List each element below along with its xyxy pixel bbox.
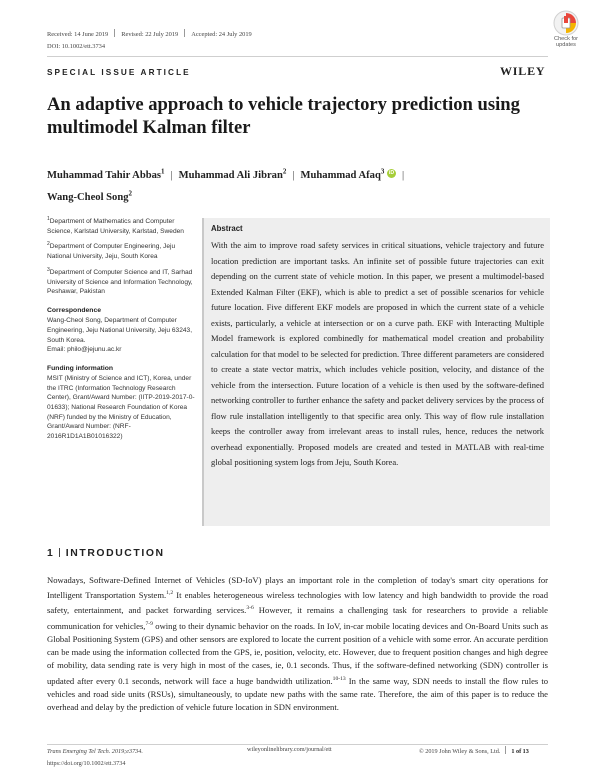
article-dates xyxy=(47,29,252,38)
check-for-updates-badge[interactable] xyxy=(544,10,588,52)
section-title: INTRODUCTION xyxy=(65,548,165,559)
page-number: 1 of 13 xyxy=(511,748,529,755)
citation-link[interactable]: 1,2 xyxy=(166,590,174,597)
journal-citation: Trans Emerging Tel Tech. 2019;e3734. xyxy=(47,748,143,755)
divider: | xyxy=(402,169,405,181)
author-name[interactable]: Muhammad Tahir Abbas$^1$ xyxy=(47,167,165,181)
divider: | xyxy=(292,169,295,181)
correspondence-email[interactable]: Email: philo@jejunu.ac.kr xyxy=(47,346,122,354)
footer-citation xyxy=(47,746,143,770)
affiliation-item: $^1$Department of Mathematics and Computer Science, Karlstad University, Karlstad, Sweden xyxy=(47,216,184,235)
journal-site-link[interactable]: wileyonlinelibrary.com/journal/ett xyxy=(247,746,332,753)
section-number: 1 xyxy=(47,548,53,559)
footer-rule xyxy=(47,744,548,745)
divider: | xyxy=(170,169,173,181)
author-name[interactable]: Wang-Cheol Song$^2$ xyxy=(47,189,133,204)
correspondence-text: Wang-Cheol Song, Department of Computer Engineering, Jeju National University, Jeju 63243, South Korea. xyxy=(47,317,193,344)
copyright: © 2019 John Wiley & Sons, Ltd. xyxy=(419,748,501,755)
received-date: Received: 14 June 2019 xyxy=(47,31,109,38)
funding-heading: Funding information xyxy=(47,364,114,372)
check-updates-line2: updates xyxy=(556,42,576,48)
article-type-label: SPECIAL ISSUE ARTICLE xyxy=(47,68,191,77)
doi-link[interactable]: https://doi.org/10.1002/ett.3734 xyxy=(47,760,126,767)
abstract-text: With the aim to improve road safety services in critical situations, vehicle trajectory and future location prediction are important tasks. An infinite set of possible future trajectories can exit depending on the current state of vehicle motion. In this paper, we present a multimodel-based Extended Kalman Filter (EKF), which is able to predict a set of possible scenarios for vehicle future location. Five different EKF models are proposed in which the current state of a vehicle exists, particularly, a vehicle at intersection or on a curve path. EKF with Interacting Multiple Model framework is explored combinedly for mathematical model creation and probability calculation for that model to be selected for prediction. Three different parameters are considered to create a state vector matrix, which includes vehicle position, velocity, and distance of the vehicle from the intersection. Future location of a vehicle is then used by the software-defined networking controller to further enhance the safety and packet delivery services by the process of flow rule installation intelligently to that specific area only. This way of flow rule installation keeps the controller away from irrelevant areas to install rules, hence, reduces the network overhead exponentially. Proposed models are created and tested in MATLAB with real-time global positioning system logs from Jeju, South Korea. xyxy=(211,240,544,467)
divider xyxy=(505,746,506,754)
divider xyxy=(59,548,60,557)
publisher-logo: WILEY xyxy=(500,64,546,78)
paper-title: An adaptive approach to vehicle trajectory prediction using multimodel Kalman filter xyxy=(47,94,520,138)
author-name[interactable]: Muhammad Ali Jibran$^2$ xyxy=(178,167,287,181)
intro-paragraph: Nowadays, Software-Defined Internet of Vehicles (SD-IoV) plays an important role in the completion of today's smart city operations for Intelligent Transportation System.$^{1,2}$ It enables heterogeneous wireless technologies with low latency and high bandwidth to provide the road safety, entertainment, and packet forwarding services.$^{3-6}$ However, it remains a challenging task for researchers to provide a reliable communication for vehicles,$^{7-9}$ owing to their dynamic behavior on the roads. In IoV, in-car mobile locating devices and On-Board Units such as Global Positioning System (GPS) and other sensors are explored to locate the current position of a vehicle with some error. An accurate perdition can be made using the information collected from the GPS, ie, position, velocity, etc. However, due to frequent position changes and high degree of mobility, data sending rate is very high in most of the cases, ie, 0.1 seconds. Thus, if the software-defined networking (SDN) controller is updated after every 0.1 seconds, network will face a huge bandwidth utilization.$^{10-13}$ In the same way, SDN needs to install the flow rules to vehicles and road side units (RSUs), simultaneously, to update new paths with the same rate. Therefore, the aim of this paper is to reduce the overhead and delay by the prediction of vehicle future location in SDN environment. xyxy=(47,575,549,713)
affiliation-item: $^2$Department of Computer Engineering, Jeju National University, Jeju, South Korea xyxy=(47,241,176,261)
citation-link[interactable]: 7-9 xyxy=(145,620,153,627)
correspondence-heading: Correspondence xyxy=(47,306,102,314)
orcid-icon[interactable] xyxy=(387,169,396,178)
divider xyxy=(114,29,115,37)
divider xyxy=(184,29,185,37)
affiliation-column xyxy=(47,215,195,441)
header-rule xyxy=(47,56,548,57)
doi-label: DOI: 10.1002/ett.3734 xyxy=(47,43,106,50)
check-updates-icon xyxy=(553,10,579,36)
revised-date: Revised: 22 July 2019 xyxy=(121,31,179,38)
author-name[interactable]: Muhammad Afaq$^3$ xyxy=(300,167,385,181)
abstract-heading: Abstract xyxy=(211,224,243,233)
abstract-accent-bar xyxy=(202,218,204,526)
check-updates-line1: Check for xyxy=(554,36,578,42)
footer-right xyxy=(419,746,529,755)
citation-link[interactable]: 10-13 xyxy=(332,675,346,682)
section-heading xyxy=(47,548,165,559)
accepted-date: Accepted: 24 July 2019 xyxy=(191,31,252,38)
author-list xyxy=(47,162,547,207)
funding-text: MSIT (Ministry of Science and ICT), Korea, under the ITRC (Information Technology Research Center), Grant/Award Number: (IITP-2019-2017-0-01633); National Research Foundation of Korea (NRF) funded by the Ministry of Education, Grant/Award Number: (NRF-2016R1D1A1B01016322) xyxy=(47,375,195,440)
affiliation-item: $^3$Department of Computer Science and IT, Sarhad University of Science and Information Technology, Peshawar, Pakistan xyxy=(47,266,193,296)
citation-link[interactable]: 3-6 xyxy=(246,605,254,612)
